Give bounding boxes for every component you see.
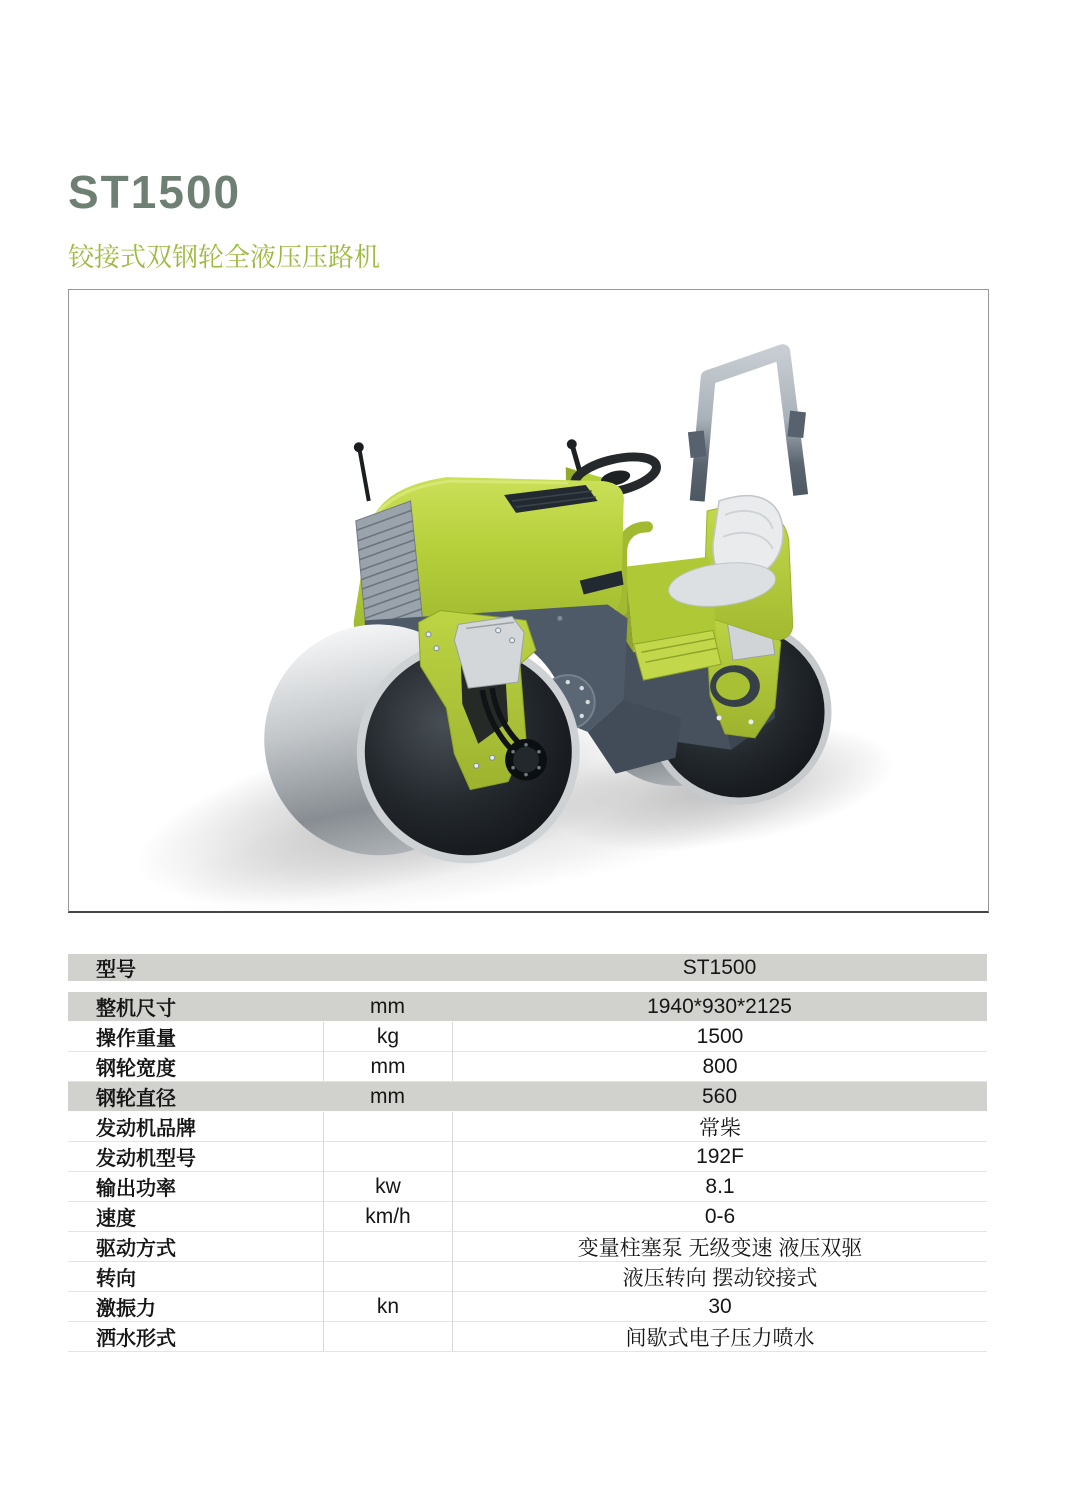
spec-unit (323, 1262, 452, 1291)
spec-unit: mm (323, 1052, 452, 1081)
spec-row-3 (68, 1052, 987, 1082)
spec-label: 速度 (96, 1208, 136, 1230)
spec-unit: kw (323, 1172, 452, 1201)
spec-unit: mm (370, 1084, 405, 1108)
spec-unit (323, 1112, 452, 1141)
spec-unit: kg (323, 1022, 452, 1051)
spec-value: 间歇式电子压力喷水 (452, 1322, 987, 1351)
spec-row-7 (68, 1172, 987, 1202)
hood-lever (360, 451, 369, 501)
spec-row-10 (68, 1262, 987, 1292)
spec-value: 1500 (452, 1022, 987, 1051)
product-image-frame (68, 289, 989, 913)
page-subtitle: 铰接式双钢轮全液压压路机 (68, 242, 381, 272)
spec-value: 1940*930*2125 (647, 994, 792, 1018)
spec-label: 钢轮宽度 (96, 1058, 176, 1080)
spec-value: 30 (452, 1292, 987, 1321)
spec-table (68, 954, 987, 1352)
spec-value: 800 (452, 1052, 987, 1081)
spec-label: 发动机品牌 (96, 1118, 196, 1140)
spec-label: 输出功率 (96, 1178, 176, 1200)
spec-value: 常柴 (452, 1112, 987, 1141)
spec-unit: km/h (323, 1202, 452, 1231)
drive-hub (505, 739, 547, 781)
spec-row-6 (68, 1142, 987, 1172)
spec-label: 洒水形式 (96, 1328, 176, 1350)
spec-unit: mm (370, 994, 405, 1018)
spec-label: 钢轮直径 (96, 1088, 176, 1110)
spec-row-12 (68, 1322, 987, 1352)
product-photo-roller (69, 290, 988, 911)
spec-value: 560 (701, 1084, 738, 1108)
page-title: ST1500 (68, 166, 242, 218)
spec-unit (323, 1142, 452, 1171)
spec-unit: kn (323, 1292, 452, 1321)
spec-value: 0-6 (452, 1202, 987, 1231)
spec-value: ST1500 (682, 955, 757, 979)
spec-label: 驱动方式 (96, 1238, 176, 1260)
spec-value: 液压转向 摆动铰接式 (452, 1262, 987, 1291)
spec-row-0 (68, 954, 987, 981)
spec-unit (323, 1232, 452, 1261)
spec-label: 发动机型号 (96, 1148, 196, 1170)
spec-row-11 (68, 1292, 987, 1322)
spec-label: 整机尺寸 (96, 998, 176, 1020)
spec-row-4 (68, 1082, 987, 1112)
spec-row-1 (68, 992, 987, 1022)
spec-label: 激振力 (96, 1298, 156, 1320)
spec-row-8 (68, 1202, 987, 1232)
spec-row-5 (68, 1112, 987, 1142)
spec-label: 型号 (96, 959, 136, 981)
spec-label: 转向 (96, 1268, 136, 1290)
spec-unit (323, 1322, 452, 1351)
spec-row-9 (68, 1232, 987, 1262)
spec-unit (323, 954, 452, 981)
spec-value: 8.1 (452, 1172, 987, 1201)
spec-row-2 (68, 1022, 987, 1052)
rops-frame (688, 352, 806, 501)
spec-value: 变量柱塞泵 无级变速 液压双驱 (452, 1232, 987, 1261)
spec-value: 192F (452, 1142, 987, 1171)
spec-label: 操作重量 (96, 1028, 176, 1050)
